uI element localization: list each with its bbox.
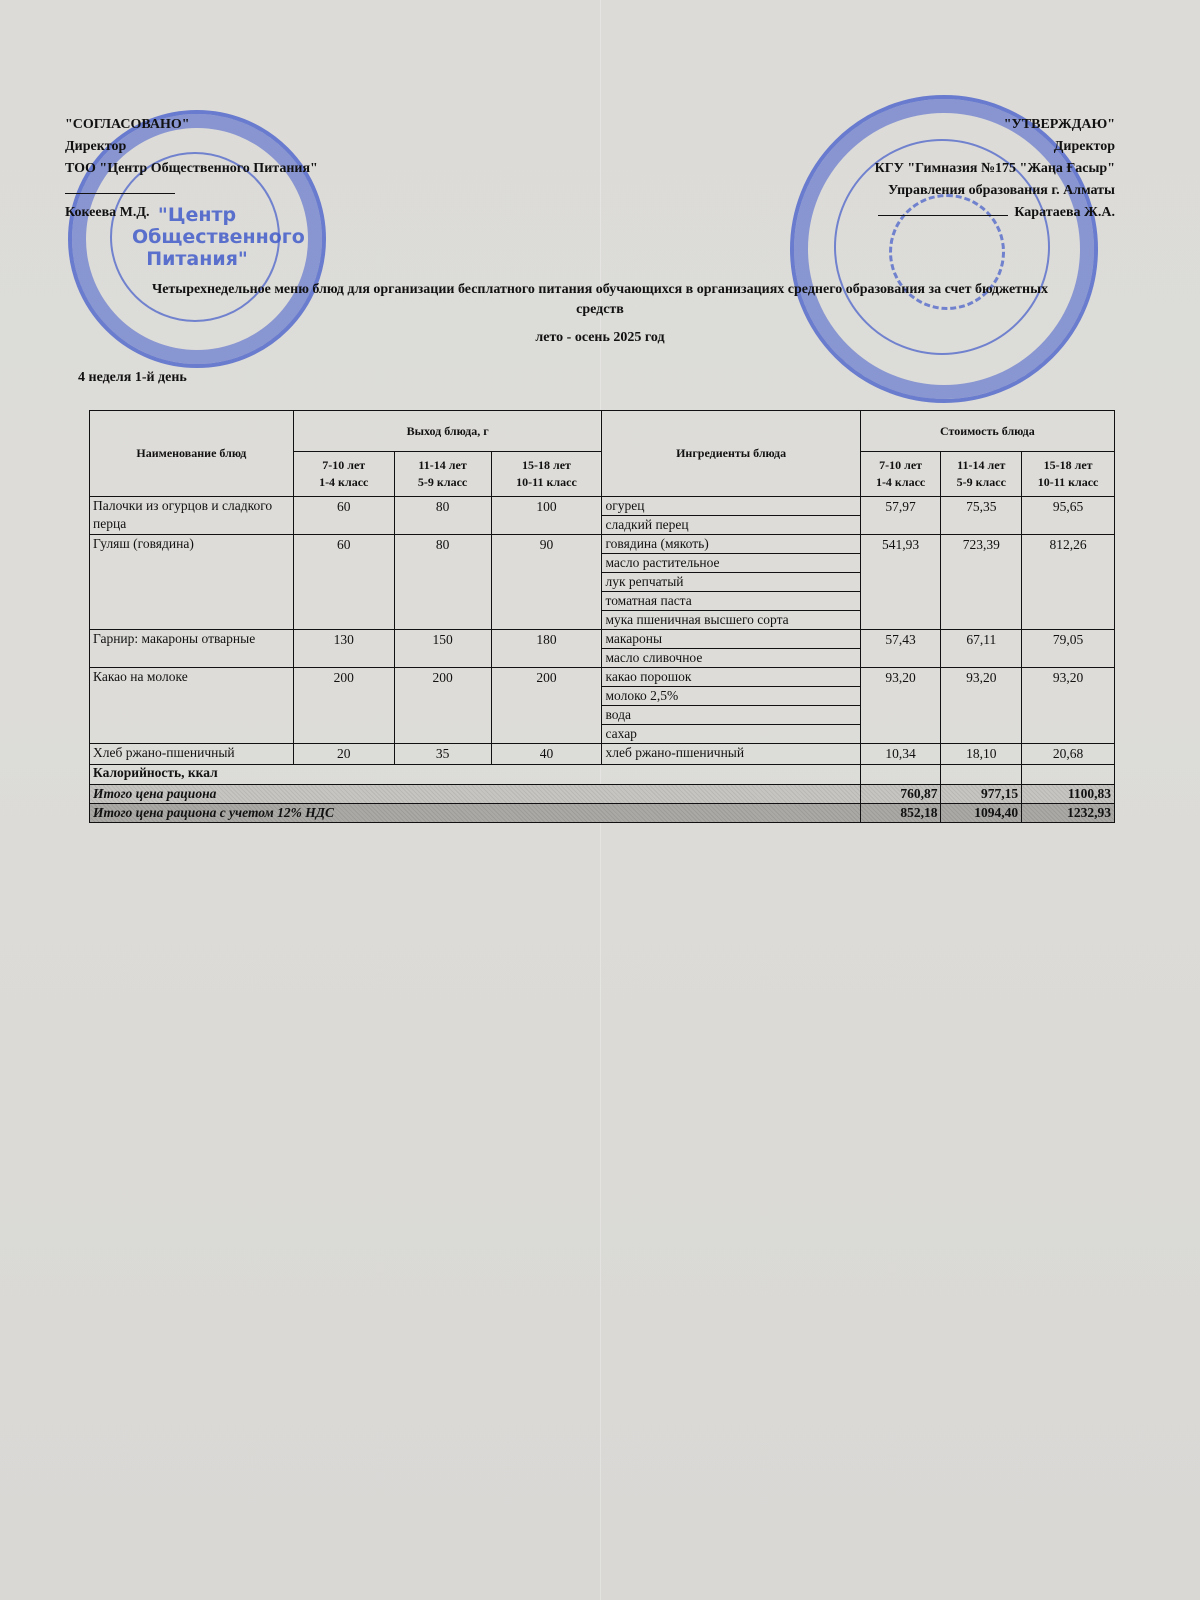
cost-value: 20,68 [1022,744,1115,765]
menu-table [89,410,1115,823]
calories-value [941,765,1022,785]
approval-block-agreed [65,114,318,224]
header-age-group: 15-18 лет 10-11 класс [491,452,602,497]
yield-value: 80 [394,497,491,535]
approval-block-approved [875,114,1115,224]
table-row [90,535,1115,554]
dish-name: Хлеб ржано-пшеничный [90,744,294,765]
calories-value [1022,765,1115,785]
ingredient: макароны [602,630,860,649]
yield-value: 100 [491,497,602,535]
total-vat-value: 852,18 [860,804,941,823]
table-row [90,744,1115,765]
table-row [90,630,1115,649]
total-vat-label: Итого цена рациона с учетом 12% НДС [90,804,861,823]
approval-heading: "СОГЛАСОВАНО" [65,117,190,132]
total-label: Итого цена рациона [90,785,861,804]
approval-signatory: Кокеева М.Д. [65,205,150,220]
cost-value: 67,11 [941,630,1022,668]
total-value: 760,87 [860,785,941,804]
approval-heading: "УТВЕРЖДАЮ" [1003,117,1115,132]
dish-name: Какао на молоке [90,668,294,744]
ingredient: лук репчатый [602,573,860,592]
calories-row [90,765,1115,785]
cost-value: 57,97 [860,497,941,535]
header-dish-name: Наименование блюд [90,411,294,497]
ingredient: хлеб ржано-пшеничный [602,744,860,765]
total-vat-row [90,804,1115,823]
cost-value: 93,20 [941,668,1022,744]
header-age-group: 15-18 лет 10-11 класс [1022,452,1115,497]
document-title: Четырехнедельное меню блюд для организации бесплатного питания обучающихся в организациях среднего образования за счет бюджетных [151,282,1049,297]
dish-name: Гуляш (говядина) [90,535,294,630]
yield-value: 130 [293,630,394,668]
approval-department: Управления образования г. Алматы [887,183,1115,198]
signature-line [65,181,175,194]
cost-value: 812,26 [1022,535,1115,630]
header-yield: Выход блюда, г [293,411,602,452]
yield-value: 60 [293,497,394,535]
approval-position: Директор [1053,139,1115,154]
header-age-group: 7-10 лет 1-4 класс [860,452,941,497]
yield-value: 200 [394,668,491,744]
total-value: 1100,83 [1022,785,1115,804]
yield-value: 180 [491,630,602,668]
table-row [90,497,1115,516]
yield-value: 20 [293,744,394,765]
dish-name: Палочки из огурцов и сладкого перца [90,497,294,535]
header-age-group: 11-14 лет 5-9 класс [941,452,1022,497]
approval-organization: ТОО "Центр Общественного Питания" [65,161,318,176]
ingredient: вода [602,706,860,725]
cost-value: 723,39 [941,535,1022,630]
cost-value: 18,10 [941,744,1022,765]
ingredient: масло сливочное [602,649,860,668]
cost-value: 75,35 [941,497,1022,535]
yield-value: 40 [491,744,602,765]
ingredient: сладкий перец [602,516,860,535]
ingredient: какао порошок [602,668,860,687]
cost-value: 57,43 [860,630,941,668]
signature-line [878,203,1008,216]
header-age-group: 11-14 лет 5-9 класс [394,452,491,497]
week-day-label: 4 неделя 1-й день [78,370,187,385]
header-ingredients: Ингредиенты блюда [602,411,860,497]
header-cost: Стоимость блюда [860,411,1114,452]
calories-label: Калорийность, ккал [90,765,861,785]
total-vat-value: 1232,93 [1022,804,1115,823]
ingredient: мука пшеничная высшего сорта [602,611,860,630]
ingredient: молоко 2,5% [602,687,860,706]
cost-value: 93,20 [1022,668,1115,744]
calories-value [860,765,941,785]
table-header-row [90,411,1115,452]
stamp-left-text: "Центр Общественного Питания" [132,204,305,270]
total-vat-value: 1094,40 [941,804,1022,823]
cost-value: 541,93 [860,535,941,630]
yield-value: 150 [394,630,491,668]
total-row [90,785,1115,804]
ingredient: говядина (мякоть) [602,535,860,554]
yield-value: 90 [491,535,602,630]
cost-value: 95,65 [1022,497,1115,535]
document-season: лето - осень 2025 год [535,330,665,345]
approval-position: Директор [65,139,127,154]
ingredient: томатная паста [602,592,860,611]
ingredient: масло растительное [602,554,860,573]
dish-name: Гарнир: макароны отварные [90,630,294,668]
yield-value: 35 [394,744,491,765]
yield-value: 80 [394,535,491,630]
ingredient: огурец [602,497,860,516]
yield-value: 200 [491,668,602,744]
ingredient: сахар [602,725,860,744]
cost-value: 10,34 [860,744,941,765]
table-row [90,668,1115,687]
total-value: 977,15 [941,785,1022,804]
approval-organization: КГУ "Гимназия №175 "Жаңа Ғасыр" [874,161,1115,176]
yield-value: 60 [293,535,394,630]
yield-value: 200 [293,668,394,744]
cost-value: 93,20 [860,668,941,744]
header-age-group: 7-10 лет 1-4 класс [293,452,394,497]
approval-signatory: Каратаева Ж.А. [1014,205,1115,220]
document-title-cont: средств [576,302,624,317]
cost-value: 79,05 [1022,630,1115,668]
